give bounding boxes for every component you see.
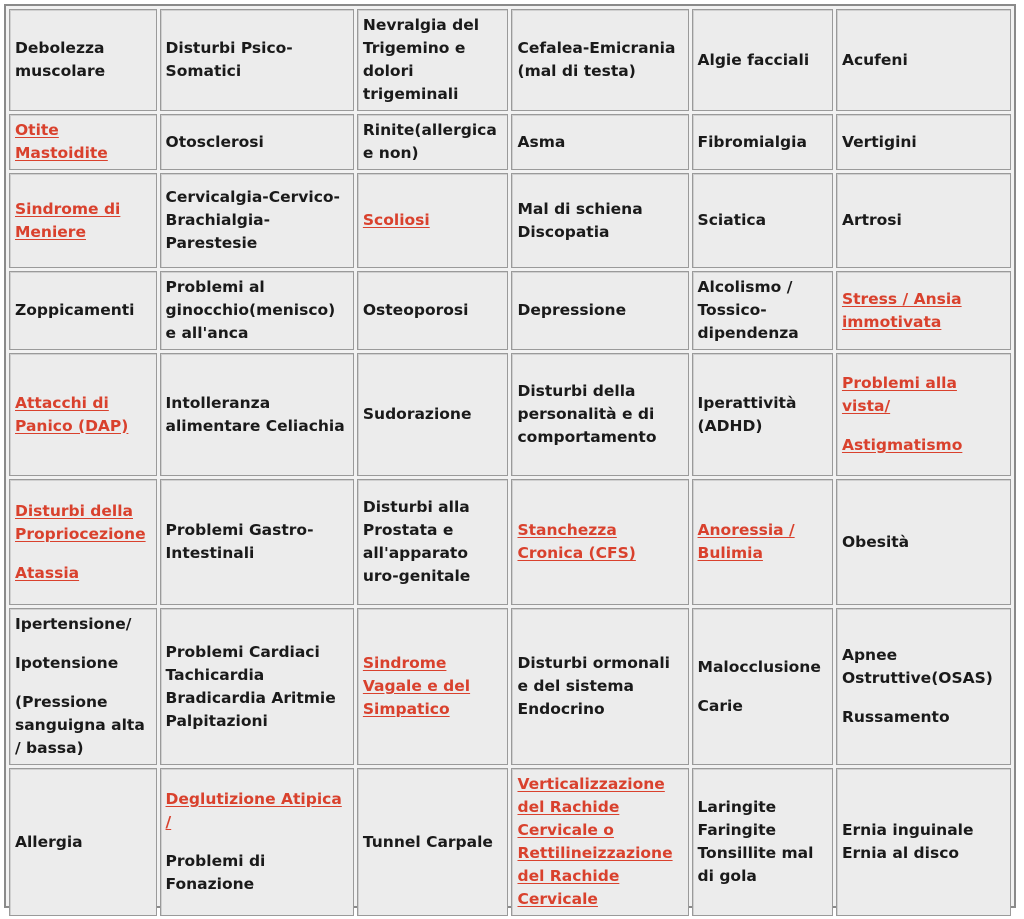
- cell-malocclusione: [692, 608, 833, 765]
- cell-ipertensione: [9, 608, 157, 765]
- condition-label: Allergia: [15, 832, 83, 851]
- cell-acufeni: [836, 9, 1011, 111]
- cell-disturbi-prostata: [357, 479, 509, 605]
- condition-label: Problemi al ginocchio(menisco) e all'anca: [165, 278, 336, 342]
- cell-sindrome-meniere[interactable]: [9, 173, 157, 268]
- conditions-table: [6, 6, 1014, 919]
- table-row: [9, 9, 1011, 111]
- cell-disturbi-psicosomatici: [160, 9, 354, 111]
- cell-verticalizzazione[interactable]: [511, 768, 688, 916]
- condition-label: Artrosi: [841, 211, 902, 229]
- cell-otite-mastoidite[interactable]: [9, 114, 157, 170]
- condition-link[interactable]: Sindrome Vagale e del Simpatico: [362, 654, 471, 718]
- cell-artrosi: [836, 173, 1011, 268]
- condition-link[interactable]: Astigmatismo: [841, 436, 963, 454]
- cell-laringite: [692, 768, 833, 916]
- condition-label: Disturbi Psico-Somatici: [165, 39, 293, 80]
- cell-otosclerosi: [160, 114, 354, 170]
- cell-scoliosi[interactable]: [357, 173, 509, 268]
- condition-link[interactable]: Scoliosi: [362, 211, 430, 229]
- condition-link[interactable]: Verticalizzazione del Rachide Cervicale o Rettilineizzazione del Rachide Cervicale: [517, 775, 673, 908]
- condition-label: Disturbi alla Prostata e all'apparato uro-genitale: [362, 498, 471, 585]
- condition-label: Ipotensione: [15, 654, 119, 672]
- condition-link[interactable]: Attacchi di Panico (DAP): [15, 393, 129, 435]
- condition-link[interactable]: Deglutizione Atipica /: [165, 790, 342, 831]
- cell-alcolismo: [692, 271, 833, 350]
- cell-allergia: [9, 768, 157, 916]
- condition-label: Obesità: [841, 532, 910, 551]
- cell-sciatica: [692, 173, 833, 268]
- condition-link[interactable]: Problemi alla vista/: [841, 374, 957, 415]
- cell-ernia: [836, 768, 1011, 916]
- cell-algie-facciali: [692, 9, 833, 111]
- table-row: [9, 173, 1011, 268]
- condition-label: Problemi Cardiaci Tachicardia Bradicardia Aritmie Palpitazioni: [165, 642, 336, 730]
- cell-apnee: [836, 608, 1011, 765]
- condition-label: Alcolismo / Tossico-dipendenza: [697, 278, 799, 342]
- condition-label: Nevralgia del Trigemino e dolori trigeminali: [362, 16, 480, 103]
- condition-label: Ernia inguinale Ernia al disco: [841, 821, 974, 862]
- cell-problemi-ginocchio: [160, 271, 354, 350]
- table-row: [9, 353, 1011, 476]
- conditions-table-body: [9, 9, 1011, 916]
- condition-label: Disturbi ormonali e del sistema Endocrino: [517, 654, 670, 718]
- cell-disturbi-ormonali: [511, 608, 688, 765]
- condition-label: Cervicalgia-Cervico-Brachialgia-Parestesie: [165, 188, 340, 252]
- cell-problemi-cardiaci: [160, 608, 354, 765]
- condition-link[interactable]: Stress / Ansia immotivata: [841, 289, 962, 331]
- cell-intolleranza-alimentare: [160, 353, 354, 476]
- cell-disturbi-personalita: [511, 353, 688, 476]
- cell-sindrome-vagale[interactable]: [357, 608, 509, 765]
- cell-stanchezza-cronica[interactable]: [511, 479, 688, 605]
- condition-label: Cefalea-Emicrania (mal di testa): [517, 39, 676, 80]
- condition-link[interactable]: Anoressia / Bulimia: [697, 521, 795, 562]
- cell-iperattivita: [692, 353, 833, 476]
- cell-disturbi-propriocezione[interactable]: [9, 479, 157, 605]
- condition-label: Disturbi della personalità e di comportamento: [517, 382, 657, 446]
- condition-label: Asma: [517, 132, 566, 151]
- cell-fibromialgia: [692, 114, 833, 170]
- condition-label: Vertigini: [841, 132, 917, 151]
- condition-label: Osteoporosi: [362, 301, 469, 319]
- cell-problemi-vista[interactable]: [836, 353, 1011, 476]
- conditions-table-container: [4, 4, 1016, 908]
- condition-label: Iperattività (ADHD): [697, 393, 797, 435]
- condition-label: Fibromialgia: [697, 132, 807, 151]
- condition-label: Problemi Gastro-Intestinali: [165, 521, 314, 562]
- condition-link[interactable]: Otite Mastoidite: [15, 121, 108, 162]
- condition-label: Algie facciali: [697, 50, 810, 69]
- table-row: [9, 114, 1011, 170]
- condition-link[interactable]: Stanchezza Cronica (CFS): [517, 521, 636, 562]
- cell-zoppicamenti: [9, 271, 157, 350]
- table-row: [9, 479, 1011, 605]
- cell-stress-ansia[interactable]: [836, 271, 1011, 350]
- condition-label: Otosclerosi: [165, 132, 264, 151]
- condition-label: Tunnel Carpale: [362, 832, 493, 851]
- cell-cervicalgia: [160, 173, 354, 268]
- condition-label: Apnee Ostruttive(OSAS): [841, 646, 993, 687]
- cell-sudorazione: [357, 353, 509, 476]
- cell-attacchi-panico[interactable]: [9, 353, 157, 476]
- cell-problemi-gastro: [160, 479, 354, 605]
- condition-label: Carie: [697, 696, 743, 715]
- condition-label: Problemi di Fonazione: [165, 852, 266, 893]
- cell-obesita: [836, 479, 1011, 605]
- cell-osteoporosi: [357, 271, 509, 350]
- condition-link[interactable]: Sindrome di Meniere: [15, 199, 121, 241]
- cell-anoressia-bulimia[interactable]: [692, 479, 833, 605]
- cell-depressione: [511, 271, 688, 350]
- cell-vertigini: [836, 114, 1011, 170]
- cell-debolezza-muscolare: [9, 9, 157, 111]
- cell-tunnel-carpale: [357, 768, 509, 916]
- condition-label: Russamento: [841, 708, 950, 726]
- cell-mal-di-schiena: [511, 173, 688, 268]
- condition-link[interactable]: Atassia: [15, 563, 80, 582]
- condition-label: Acufeni: [841, 50, 908, 69]
- condition-label: Laringite Faringite Tonsillite mal di gola: [697, 798, 814, 885]
- cell-deglutizione-atipica[interactable]: [160, 768, 354, 916]
- table-row: [9, 768, 1011, 916]
- condition-label: Sudorazione: [362, 405, 472, 423]
- cell-nevralgia-trigemino: [357, 9, 509, 111]
- cell-cefalea-emicrania: [511, 9, 688, 111]
- condition-label: Malocclusione: [697, 657, 821, 676]
- condition-link[interactable]: Disturbi della Propriocezione: [15, 501, 146, 543]
- condition-label: Rinite(allergica e non): [362, 121, 497, 162]
- condition-label: Mal di schiena Discopatia: [517, 199, 643, 241]
- condition-label: Depressione: [517, 301, 627, 319]
- condition-label: Sciatica: [697, 211, 767, 229]
- condition-label: Ipertensione/: [15, 615, 132, 633]
- condition-label: Debolezza muscolare: [15, 39, 106, 80]
- cell-rinite: [357, 114, 509, 170]
- condition-label: (Pressione sanguigna alta / bassa): [15, 693, 145, 757]
- condition-label: Intolleranza alimentare Celiachia: [165, 393, 345, 435]
- table-row: [9, 608, 1011, 765]
- cell-asma: [511, 114, 688, 170]
- table-row: [9, 271, 1011, 350]
- condition-label: Zoppicamenti: [15, 301, 135, 319]
